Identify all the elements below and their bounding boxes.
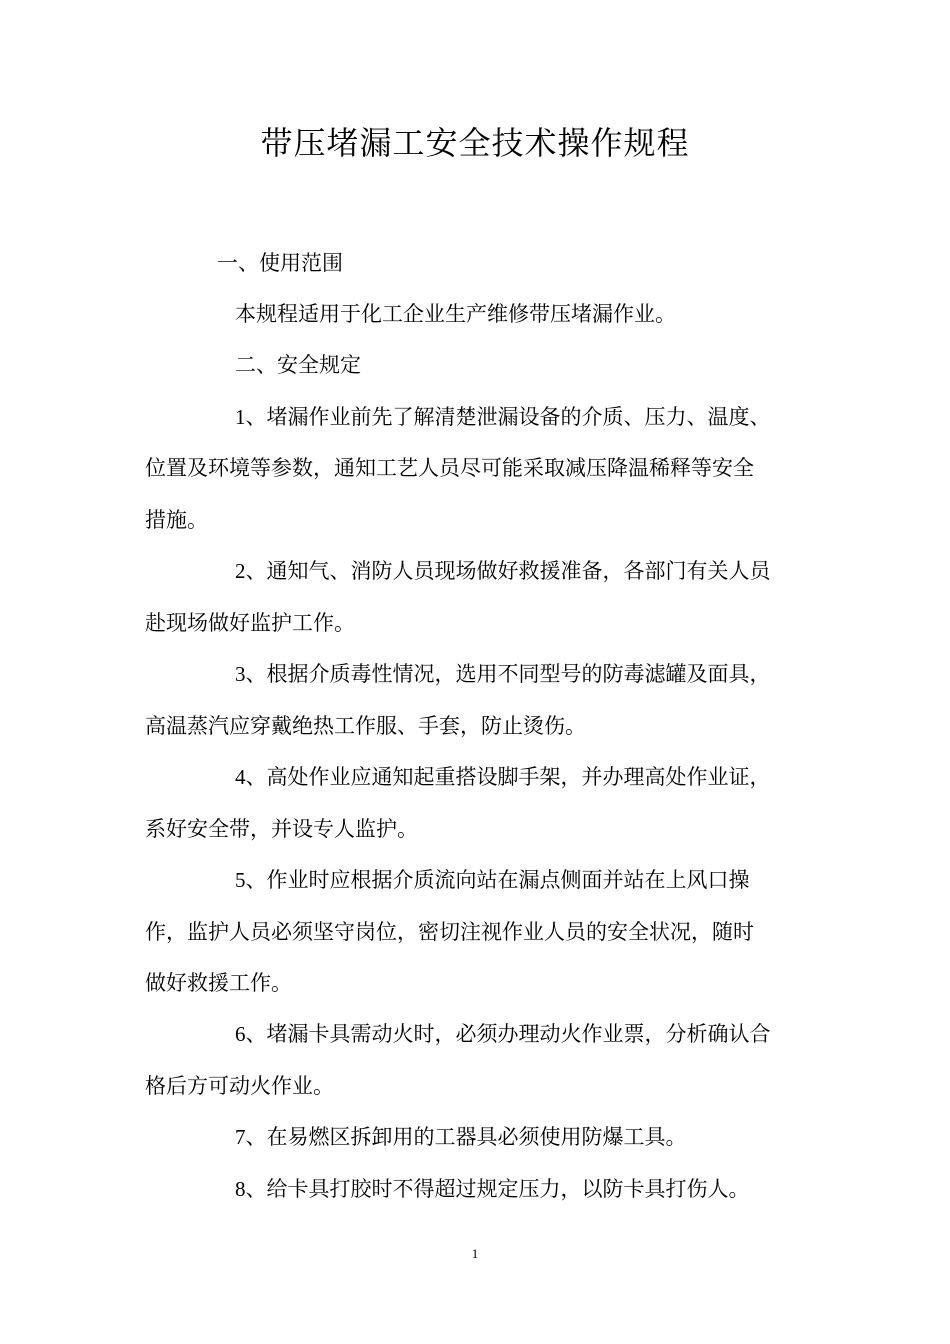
- rule-number: 7: [235, 1125, 246, 1149]
- rule-number: 6: [235, 1022, 246, 1046]
- rule-item-6-line-1: 6、堵漏卡具需动火时，必须办理动火作业票，分析确认合: [235, 1022, 771, 1046]
- rule-item-7-line-1: 7、在易燃区拆卸用的工器具必须使用防爆工具。: [235, 1125, 687, 1149]
- rule-number: 2: [235, 559, 246, 583]
- rule-item-2-line-2: 赴现场做好监护工作。: [145, 611, 355, 635]
- rule-number: 4: [235, 765, 246, 789]
- rule-item-1-line-3: 措施。: [145, 508, 208, 532]
- rule-item-1-line-2: 位置及环境等参数，通知工艺人员尽可能采取减压降温稀释等安全: [145, 456, 754, 480]
- rule-item-3-line-1: 3、根据介质毒性情况，选用不同型号的防毒滤罐及面具，: [235, 662, 771, 686]
- rule-number: 1: [235, 405, 246, 429]
- rule-item-5-line-3: 做好救援工作。: [145, 971, 292, 995]
- scope-paragraph: 本规程适用于化工企业生产维修带压堵漏作业。: [235, 302, 676, 326]
- rule-item-1-line-1: 1、堵漏作业前先了解清楚泄漏设备的介质、压力、温度、: [235, 405, 771, 429]
- rule-item-8-line-1: 8、给卡具打胶时不得超过规定压力，以防卡具打伤人。: [235, 1177, 750, 1201]
- section-heading-scope: 一、使用范围: [217, 251, 343, 275]
- document-title: 带压堵漏工安全技术操作规程: [260, 124, 690, 162]
- rule-item-5-line-1: 5、作业时应根据介质流向站在漏点侧面并站在上风口操: [235, 868, 750, 892]
- rule-number: 3: [235, 662, 246, 686]
- rule-number: 5: [235, 868, 246, 892]
- rule-item-2-line-1: 2、通知气、消防人员现场做好救援准备，各部门有关人员: [235, 559, 771, 583]
- rule-item-6-line-2: 格后方可动火作业。: [145, 1074, 334, 1098]
- rule-item-4-line-1: 4、高处作业应通知起重搭设脚手架，并办理高处作业证，: [235, 765, 771, 789]
- page-number: 1: [471, 1246, 479, 1261]
- rule-item-5-line-2: 作，监护人员必须坚守岗位，密切注视作业人员的安全状况，随时: [145, 920, 754, 944]
- rule-number: 8: [235, 1177, 246, 1201]
- rule-item-4-line-2: 系好安全带，并设专人监护。: [145, 817, 418, 841]
- rule-item-3-line-2: 高温蒸汽应穿戴绝热工作服、手套，防止烫伤。: [145, 714, 586, 738]
- section-heading-rules: 二、安全规定: [235, 353, 361, 377]
